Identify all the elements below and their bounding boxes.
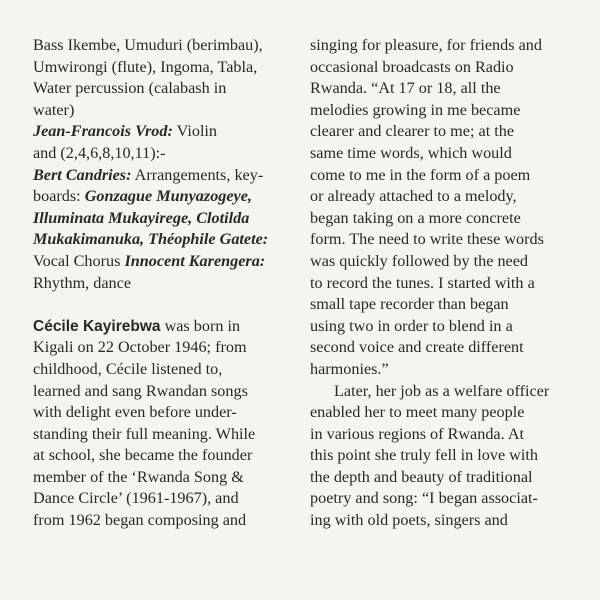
bio-line: Kigali on 22 October 1946; from	[33, 338, 247, 357]
body-line: Rwanda. “At 17 or 18, all the	[310, 79, 501, 98]
body-line: enabled her to meet many people	[310, 403, 525, 422]
credit-candries	[33, 165, 295, 187]
body-line: occasional broadcasts on Radio	[310, 57, 514, 76]
spacer	[33, 294, 295, 316]
body-line: in various regions of Rwanda. At	[310, 424, 525, 443]
credit-chorus-1	[33, 186, 295, 208]
bio-line: learned and sang Rwandan songs	[33, 381, 248, 400]
body-line: small tape recorder than began	[310, 295, 509, 314]
credit-karengera	[33, 251, 295, 273]
bio-line: member of the ‘Rwanda Song &	[33, 467, 244, 486]
body-line: form. The need to write these words	[310, 230, 544, 249]
body-line: come to me in the form of a poem	[310, 165, 531, 184]
body-line: began taking on a more concrete	[310, 208, 521, 227]
paragraph-start-line: Later, her job as a welfare officer	[334, 381, 550, 400]
bio-line: Dance Circle’ (1961-1967), and	[33, 489, 239, 508]
body-line: singing for pleasure, for friends and	[310, 36, 542, 54]
body-line: clearer and clearer to me; at the	[310, 122, 515, 141]
body-line: to record the tunes. I started with a	[310, 273, 535, 292]
credits-line: Umwirongi (flute), Ingoma, Tabla,	[33, 57, 258, 76]
bio-text: was born in	[160, 316, 241, 335]
bio-line: with delight even before under-	[33, 403, 237, 422]
body-line: same time words, which would	[310, 143, 512, 162]
bio-first-line	[33, 316, 295, 338]
performer-names: Gonzague Munyazogeye,	[84, 187, 252, 206]
credit-chorus-2: Illuminata Mukayirege, Clotilda	[33, 208, 250, 227]
credit-rhythm: Rhythm, dance	[33, 273, 132, 292]
artist-name: Cécile Kayirebwa	[33, 317, 161, 335]
body-line: harmonies.”	[310, 359, 389, 378]
left-column	[33, 35, 295, 532]
credit-vrod	[33, 121, 295, 143]
performer-role: Vocal Chorus	[33, 251, 125, 270]
body-line: or already attached to a melody,	[310, 187, 517, 206]
body-line: the depth and beauty of traditional	[310, 467, 533, 486]
credits-line: water)	[33, 100, 75, 119]
bio-line: childhood, Cécile listened to,	[33, 359, 223, 378]
body-line: second voice and create different	[310, 338, 524, 357]
bio-line: at school, she became the founder	[33, 446, 253, 465]
body-line: melodies growing in me became	[310, 100, 521, 119]
credits-line: Water percussion (calabash in	[33, 79, 227, 98]
tracks-line: and (2,4,6,8,10,11):-	[33, 143, 166, 162]
performer-name: Innocent Karengera:	[124, 251, 266, 270]
body-line: was quickly followed by the need	[310, 251, 529, 270]
body-line: this point she truly fell in love with	[310, 446, 538, 465]
credits-line: Bass Ikembe, Umuduri (berimbau),	[33, 36, 263, 54]
performer-role: Arrangements, key-	[131, 165, 264, 184]
performer-name: Bert Candries:	[33, 165, 132, 184]
body-line: using two in order to blend in a	[310, 316, 513, 335]
credit-chorus-3: Mukakimanuka, Théophile Gatete:	[33, 230, 269, 249]
bio-line: from 1962 began composing and	[33, 511, 247, 530]
performer-name: Jean-Francois Vrod:	[33, 122, 173, 141]
performer-role: Violin	[172, 122, 218, 141]
body-line: poetry and song: “I began associat-	[310, 489, 538, 508]
right-column	[310, 35, 572, 532]
body-line: ing with old poets, singers and	[310, 511, 508, 530]
bio-line: standing their full meaning. While	[33, 424, 256, 443]
performer-role: boards:	[33, 187, 85, 206]
